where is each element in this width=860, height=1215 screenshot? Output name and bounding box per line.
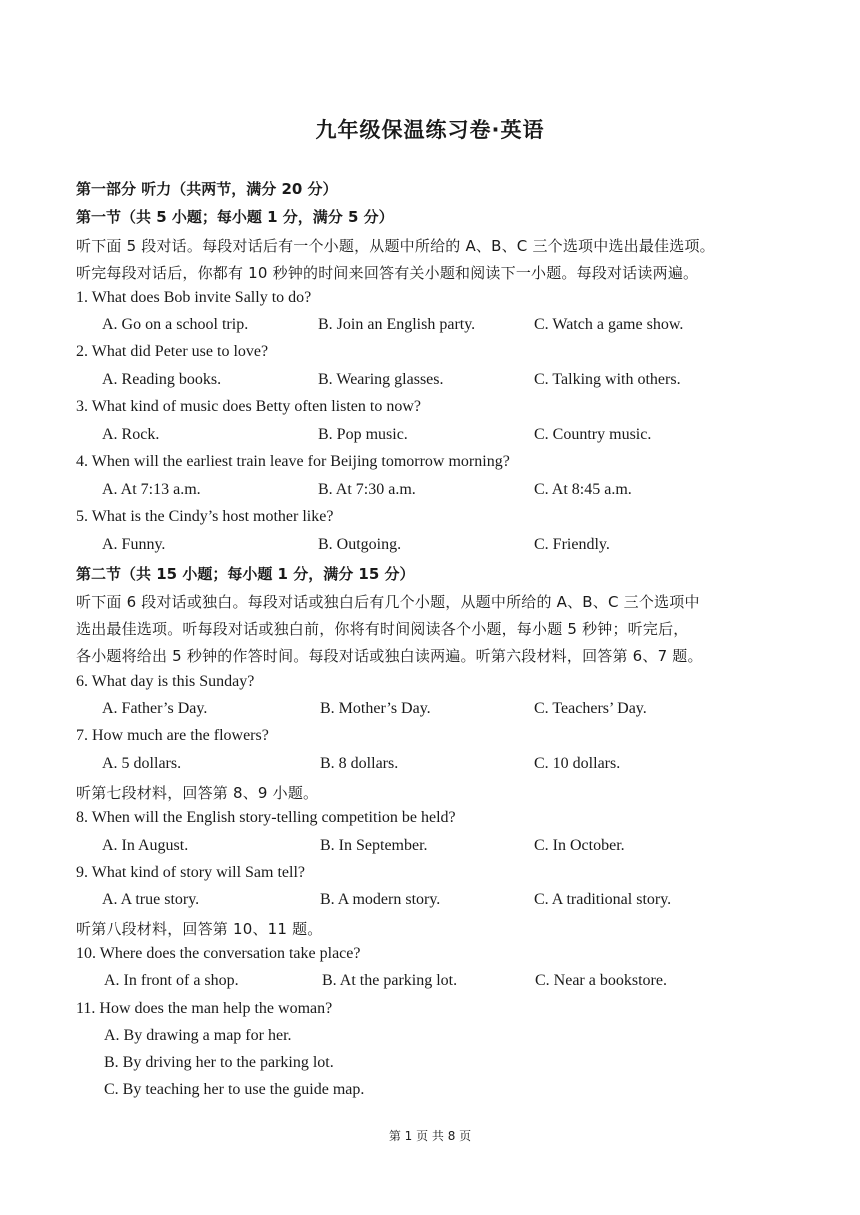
- option-c: C. Talking with others.: [534, 371, 681, 388]
- question-1: 1. What does Bob invite Sally to do?: [76, 289, 312, 306]
- option-a: A. In August.: [102, 837, 189, 854]
- section2-instruction-line: 听下面 6 段对话或独白。每段对话或独白后有几个小题，从题中所给的 A、B、C 三个选项中: [76, 593, 700, 611]
- section2-instruction-line: 各小题将给出 5 秒钟的作答时间。每段对话或独白读两遍。听第六段材料，回答第 6、7 题。: [76, 647, 703, 665]
- option-b: B. Mother’s Day.: [320, 700, 431, 717]
- option-b: B. In September.: [320, 837, 428, 854]
- option-b: B. Pop music.: [318, 426, 408, 443]
- option-b: B. By driving her to the parking lot.: [104, 1054, 334, 1071]
- option-c: C. 10 dollars.: [534, 755, 621, 772]
- option-a: A. Reading books.: [102, 371, 222, 388]
- section1-heading: 第一节（共 5 小题；每小题 1 分，满分 5 分）: [76, 208, 394, 226]
- option-a: A. Funny.: [102, 536, 166, 553]
- question-7: 7. How much are the flowers?: [76, 727, 269, 744]
- section1-instruction-line: 听完每段对话后，你都有 10 秒钟的时间来回答有关小题和阅读下一小题。每段对话读两遍。: [76, 264, 699, 282]
- question-4: 4. When will the earliest train leave for Beijing tomorrow morning?: [76, 453, 510, 470]
- question-3: 3. What kind of music does Betty often listen to now?: [76, 398, 421, 415]
- option-a: A. In front of a shop.: [104, 972, 239, 989]
- option-c: C. A traditional story.: [534, 891, 672, 908]
- option-b: B. Outgoing.: [318, 536, 402, 553]
- page-title: 九年级保温练习卷·英语: [315, 118, 545, 142]
- question-8: 8. When will the English story-telling competition be held?: [76, 809, 456, 826]
- option-c: C. Near a bookstore.: [535, 972, 667, 989]
- option-c: C. In October.: [534, 837, 625, 854]
- question-6: 6. What day is this Sunday?: [76, 673, 255, 690]
- option-b: B. Join an English party.: [318, 316, 476, 333]
- question-9: 9. What kind of story will Sam tell?: [76, 864, 306, 881]
- option-b: B. At the parking lot.: [322, 972, 458, 989]
- question-10: 10. Where does the conversation take place?: [76, 945, 361, 962]
- option-c: C. Teachers’ Day.: [534, 700, 647, 717]
- option-c: C. At 8:45 a.m.: [534, 481, 632, 498]
- option-a: A. By drawing a map for her.: [104, 1027, 292, 1044]
- option-a: A. Go on a school trip.: [102, 316, 249, 333]
- option-a: A. 5 dollars.: [102, 755, 182, 772]
- passage-note: 听第八段材料，回答第 10、11 题。: [76, 920, 323, 938]
- question-11: 11. How does the man help the woman?: [76, 1000, 333, 1017]
- question-2: 2. What did Peter use to love?: [76, 343, 269, 360]
- option-b: B. A modern story.: [320, 891, 441, 908]
- page-footer: 第 1 页 共 8 页: [388, 1129, 472, 1143]
- section2-instruction-line: 选出最佳选项。听每段对话或独白前，你将有时间阅读各个小题，每小题 5 秒钟；听完后，: [76, 620, 689, 638]
- option-c: C. Country music.: [534, 426, 652, 443]
- option-c: C. By teaching her to use the guide map.: [104, 1081, 365, 1098]
- passage-note: 听第七段材料，回答第 8、9 小题。: [76, 784, 319, 802]
- option-a: A. A true story.: [102, 891, 200, 908]
- option-c: C. Watch a game show.: [534, 316, 684, 333]
- option-a: A. Rock.: [102, 426, 160, 443]
- option-b: B. 8 dollars.: [320, 755, 399, 772]
- option-a: A. Father’s Day.: [102, 700, 208, 717]
- section2-heading: 第二节（共 15 小题；每小题 1 分，满分 15 分）: [76, 565, 415, 583]
- question-5: 5. What is the Cindy’s host mother like?: [76, 508, 334, 525]
- option-c: C. Friendly.: [534, 536, 610, 553]
- option-b: B. At 7:30 a.m.: [318, 481, 416, 498]
- section1-instruction-line: 听下面 5 段对话。每段对话后有一个小题，从题中所给的 A、B、C 三个选项中选出最佳选项。: [76, 237, 715, 255]
- option-a: A. At 7:13 a.m.: [102, 481, 201, 498]
- option-b: B. Wearing glasses.: [318, 371, 444, 388]
- part1-heading: 第一部分 听力（共两节，满分 20 分）: [76, 180, 338, 198]
